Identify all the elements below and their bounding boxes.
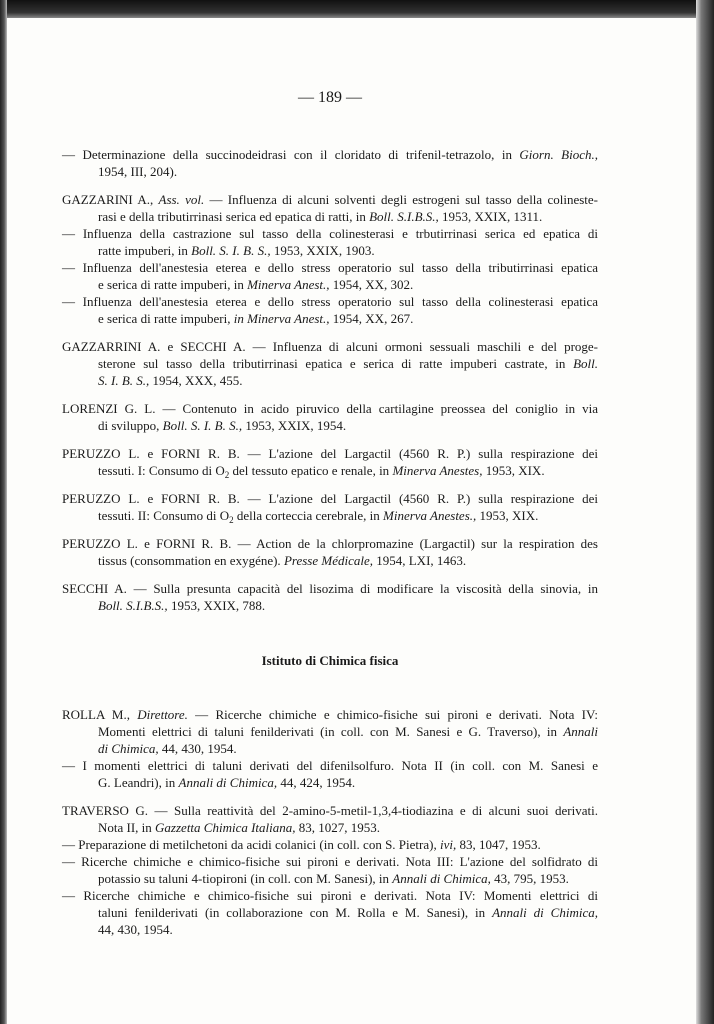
text-line xyxy=(62,400,598,417)
text-run: 1954, III, 204). xyxy=(98,164,178,179)
text-line xyxy=(62,757,598,774)
text-run: 1953, XIX. xyxy=(482,463,545,478)
text-run: — Influenza di alcuni solventi degli estrogeni sul tasso della colineste- xyxy=(204,192,598,207)
scan-edge-left xyxy=(0,0,7,1024)
text-run: — Influenza della castrazione sul tasso della colinesterasi e trbutirrinasi serica ed epatica di xyxy=(62,226,598,241)
text-run: 44, 430, 1954. xyxy=(158,741,237,756)
text-line xyxy=(62,293,598,310)
text-line xyxy=(62,276,598,293)
text-run: potassio su taluni 4-tiopironi (in coll. con M. Sanesi), in xyxy=(98,871,393,886)
text-run: — Preparazione di metilchetoni da acidi colanici (in coll. con S. Pietra), xyxy=(62,837,440,852)
text-line xyxy=(62,242,598,259)
bibliography-entry xyxy=(62,400,598,434)
text-line xyxy=(62,802,598,819)
bibliography-entry xyxy=(62,338,598,389)
text-line xyxy=(62,740,598,757)
italic-citation: Boll. S. I. B. S., xyxy=(191,243,271,258)
italic-citation: di Chimica, xyxy=(98,741,159,756)
bibliography-entry xyxy=(62,706,598,791)
text-run: ratte impuberi, in xyxy=(98,243,192,258)
subscript: 2 xyxy=(224,470,230,480)
text-run: e serica di ratte impuberi, xyxy=(98,311,234,326)
italic-citation: ivi, xyxy=(439,837,457,852)
italic-citation: Minerva Anest., xyxy=(247,277,330,292)
text-line xyxy=(62,355,598,372)
text-run: 1954, XX, 267. xyxy=(329,311,414,326)
text-run: della corteccia cerebrale, in xyxy=(233,508,383,523)
text-run: 44, 430, 1954. xyxy=(98,922,173,937)
italic-citation: Annali xyxy=(563,724,598,739)
text-line xyxy=(62,259,598,276)
text-run: 1953, XIX. xyxy=(476,508,539,523)
text-run: 1954, XX, 302. xyxy=(329,277,414,292)
scan-edge-right xyxy=(696,0,714,1024)
text-line xyxy=(62,163,598,180)
text-line xyxy=(62,774,598,791)
text-line xyxy=(62,445,598,462)
text-line xyxy=(62,853,598,870)
text-line xyxy=(62,338,598,355)
italic-citation: Gazzetta Chimica Italiana, xyxy=(155,820,296,835)
text-run: ROLLA M., xyxy=(62,707,138,722)
bibliography-entry xyxy=(62,580,598,614)
text-line xyxy=(62,819,598,836)
text-run: del tessuto epatico e renale, in xyxy=(229,463,393,478)
text-run: e serica di ratte impuberi, in xyxy=(98,277,248,292)
bibliography xyxy=(62,146,598,949)
bibliography-entry xyxy=(62,490,598,524)
text-run: 83, 1027, 1953. xyxy=(295,820,381,835)
text-run: 44, 424, 1954. xyxy=(277,775,356,790)
text-run: — Ricerche chimiche e chimico-fisiche sui pironi e derivati. Nota IV: Momenti elettrici di xyxy=(62,888,598,903)
italic-citation: S. I. B. S., xyxy=(98,373,150,388)
text-line xyxy=(62,146,598,163)
bibliography-entry xyxy=(62,146,598,180)
italic-citation: Boll. S.I.B.S., xyxy=(369,209,439,224)
text-line xyxy=(62,372,598,389)
italic-citation: Direttore. xyxy=(137,707,188,722)
scan-edge-top xyxy=(0,0,714,18)
text-line xyxy=(62,490,598,507)
text-line xyxy=(62,417,598,434)
text-line xyxy=(62,723,598,740)
text-line xyxy=(62,225,598,242)
bibliography-entries-after xyxy=(62,706,598,938)
italic-citation: Annali di Chimica, xyxy=(392,871,491,886)
text-line xyxy=(62,921,598,938)
text-run: GAZZARINI A., xyxy=(62,192,159,207)
text-run: GAZZARRINI A. e SECCHI A. — Influenza di alcuni ormoni sessuali maschili e del proge- xyxy=(62,339,598,354)
text-line xyxy=(62,507,598,524)
text-run: Nota II, in xyxy=(98,820,156,835)
text-line xyxy=(62,580,598,597)
text-run: taluni fenilderivati (in collaborazione con M. Rolla e M. Sanesi), in xyxy=(98,905,493,920)
text-line xyxy=(62,904,598,921)
italic-citation: Presse Médicale, xyxy=(283,553,373,568)
text-line xyxy=(62,870,598,887)
bibliography-entry xyxy=(62,445,598,479)
text-run: — I momenti elettrici di taluni derivati del difenilsolfuro. Nota II (in coll. con M. Sanesi e xyxy=(62,758,598,773)
text-run: — Ricerche chimiche e chimico-fisiche sui pironi e derivati. Nota IV: xyxy=(187,707,599,722)
section-heading: Istituto di Chimica fisica xyxy=(261,653,399,668)
italic-citation: Boll. S. I. B. S., xyxy=(162,418,243,433)
text-run: PERUZZO L. e FORNI R. B. — Action de la chlorpromazine (Largactil) sur la respiration des xyxy=(62,536,598,551)
text-run: — Ricerche chimiche e chimico-fisiche sui pironi e derivati. Nota III: L'azione del solfidrato di xyxy=(62,854,598,869)
subscript: 2 xyxy=(229,515,234,525)
text-line xyxy=(62,836,598,853)
text-run: SECCHI A. — Sulla presunta capacità del lisozima di modificare la viscosità della sinovia, in xyxy=(62,581,598,596)
bibliography-entry xyxy=(62,191,598,327)
text-run: 1953, XXIX, 788. xyxy=(167,598,266,613)
text-run: PERUZZO L. e FORNI R. B. — L'azione del Largactil (4560 R. P.) sulla respirazione dei xyxy=(62,446,598,461)
text-run: — Determinazione della succinodeidrasi con il cloridato di trifenil-tetrazolo, in xyxy=(62,147,520,162)
italic-citation: Minerva Anestes., xyxy=(383,508,477,523)
text-line xyxy=(62,462,598,479)
italic-citation: Boll. xyxy=(573,356,598,371)
text-line xyxy=(62,535,598,552)
text-run: LORENZI G. L. — Contenuto in acido piruvico della cartilagine preossea del coniglio in via xyxy=(62,401,598,416)
italic-citation: Minerva Anestes, xyxy=(392,463,483,478)
text-run: — Influenza dell'anestesia eterea e dello stress operatorio sul tasso della tributirrinasi epatica xyxy=(62,260,598,275)
bibliography-entries-before xyxy=(62,146,598,614)
text-line xyxy=(62,552,598,569)
text-run: sterone sul tasso della tributirrinasi epatica e serica di ratte impuberi castrate, in xyxy=(98,356,574,371)
text-run: di sviluppo, xyxy=(98,418,163,433)
text-run: 1953, XXIX, 1903. xyxy=(270,243,375,258)
text-run: 83, 1047, 1953. xyxy=(456,837,541,852)
text-run: tessuti. II: Consumo di O xyxy=(98,508,230,523)
text-run: tessuti. I: Consumo di O xyxy=(98,463,225,478)
bibliography-entry xyxy=(62,802,598,938)
text-line xyxy=(62,208,598,225)
text-line xyxy=(62,706,598,723)
italic-citation: Ass. vol. xyxy=(158,192,205,207)
italic-citation: Annali di Chimica, xyxy=(492,905,598,920)
text-run: — Influenza dell'anestesia eterea e dello stress operatorio sul tasso della colinesterasi epatica xyxy=(62,294,598,309)
bibliography-entry xyxy=(62,535,598,569)
text-run: 1954, XXX, 455. xyxy=(149,373,243,388)
text-run: Momenti elettrici di taluni fenilderivati (in coll. con M. Sanesi e G. Traverso), in xyxy=(98,724,564,739)
page-number: — 189 — xyxy=(298,89,362,106)
text-line xyxy=(62,597,598,614)
text-run: G. Leandri), in xyxy=(98,775,179,790)
italic-citation: Boll. S.I.B.S., xyxy=(98,598,168,613)
italic-citation: Annali di Chimica, xyxy=(178,775,278,790)
text-line xyxy=(62,887,598,904)
text-run: rasi e della tributirrinasi serica ed epatica di ratti, in xyxy=(98,209,370,224)
text-run: 1954, LXI, 1463. xyxy=(372,553,467,568)
text-run: tissus (consommation en exygéne). xyxy=(98,553,284,568)
text-run: TRAVERSO G. — Sulla reattività del 2-amino-5-metil-1,3,4-tiodiazina e di alcuni suoi derivati. xyxy=(62,803,598,818)
text-run: PERUZZO L. e FORNI R. B. — L'azione del Largactil (4560 R. P.) sulla respirazione dei xyxy=(62,491,598,506)
text-run: 43, 795, 1953. xyxy=(490,871,569,886)
text-run: 1953, XXIX, 1954. xyxy=(242,418,347,433)
italic-citation: in Minerva Anest., xyxy=(233,311,330,326)
text-line xyxy=(62,310,598,327)
italic-citation: Giorn. Bioch., xyxy=(519,147,598,162)
text-line xyxy=(62,191,598,208)
text-run: 1953, XXIX, 1311. xyxy=(438,209,543,224)
